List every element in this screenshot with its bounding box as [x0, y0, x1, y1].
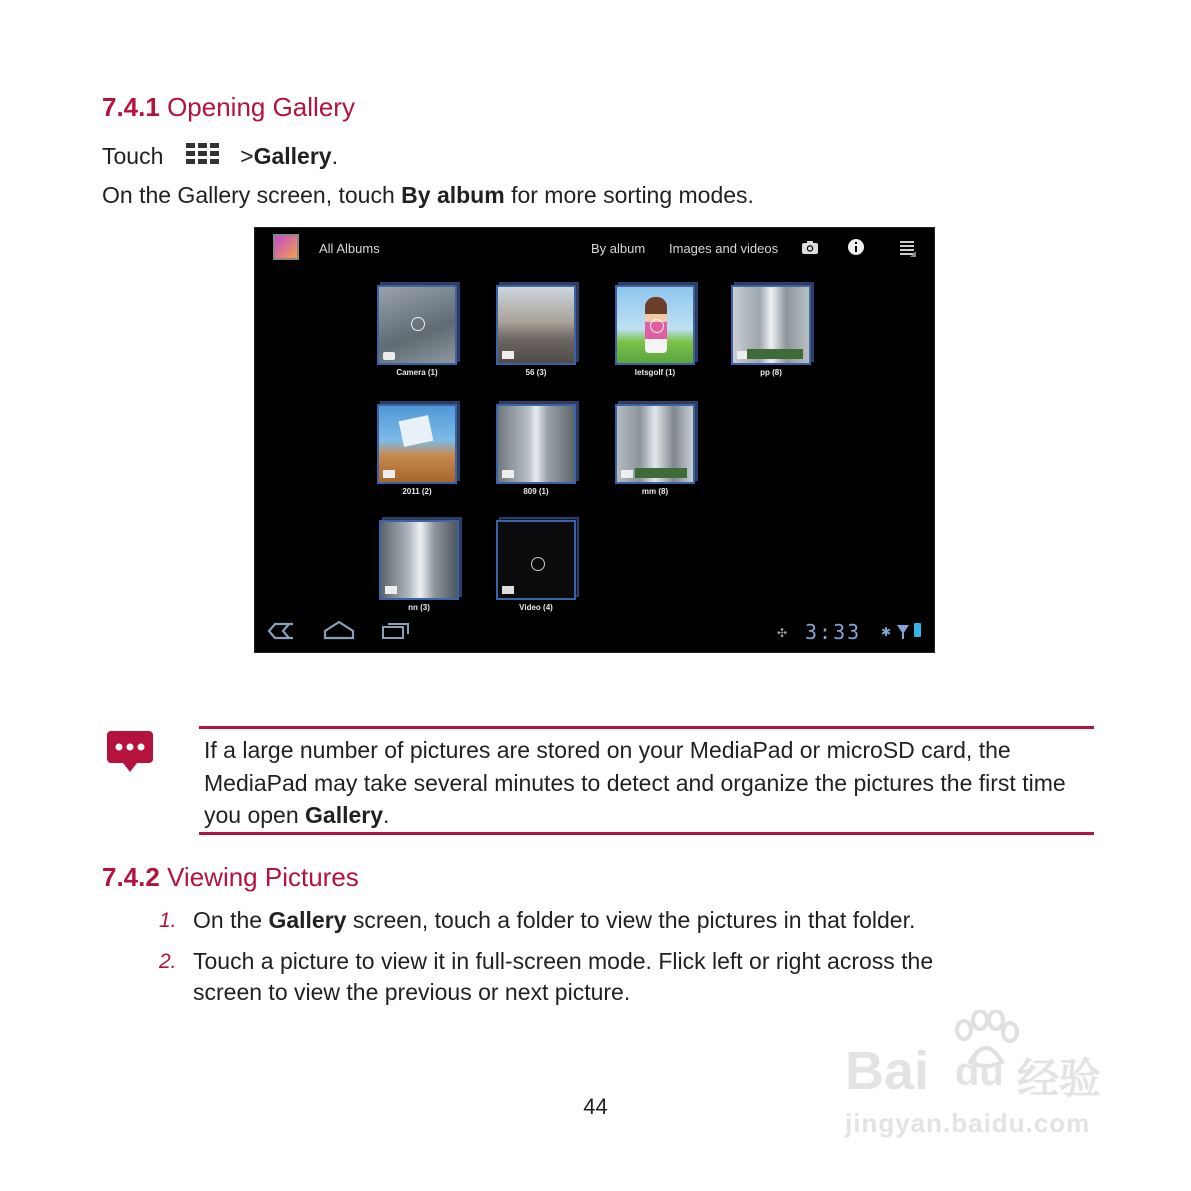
folder-icon	[502, 351, 514, 359]
gallery-app-icon	[273, 234, 299, 260]
album-thumbnail	[377, 404, 457, 484]
note-icon	[107, 731, 153, 778]
plants	[635, 468, 687, 478]
album-thumbnail	[731, 285, 811, 365]
step-2-line-2: screen to view the previous or next picture.	[193, 979, 631, 1005]
back-icon[interactable]	[267, 622, 295, 645]
plants	[747, 349, 803, 359]
instruction-separator: >	[240, 143, 254, 169]
album-thumbnail	[615, 285, 695, 365]
home-icon[interactable]	[323, 620, 355, 645]
instruction-2-bold: By album	[401, 182, 505, 208]
album-thumbnail	[377, 285, 457, 365]
album-caption: mm (8)	[641, 487, 669, 496]
section-heading-7-4-1	[102, 92, 355, 123]
watermark-brand: Bai	[845, 1041, 930, 1101]
album-thumbnail	[496, 285, 576, 365]
camera-badge-icon	[383, 352, 395, 360]
play-icon	[411, 317, 425, 331]
step-1-bold: Gallery	[268, 907, 347, 933]
album-thumbnail	[379, 520, 459, 600]
instruction-line-2	[102, 180, 754, 210]
page-number: 44	[583, 1094, 608, 1119]
album-caption: pp (8)	[760, 368, 782, 377]
gallery-action-bar	[255, 228, 934, 270]
play-icon	[650, 319, 664, 333]
step-1-suffix: screen, touch a folder to view the pictures in that folder.	[352, 907, 916, 933]
folder-icon	[502, 586, 514, 594]
album-video[interactable]	[496, 520, 576, 612]
album-thumbnail	[496, 520, 576, 600]
by-album-button[interactable]: By album	[591, 241, 646, 256]
album-thumbnail	[615, 404, 695, 484]
clock: 3:33	[805, 620, 862, 644]
instruction-period: .	[331, 143, 338, 169]
section-title: Opening Gallery	[167, 92, 355, 122]
album-56[interactable]	[496, 285, 576, 377]
bluetooth-icon: ✱	[881, 625, 892, 639]
watermark-brand-cn: 经验	[1017, 1054, 1102, 1103]
section-number: 7.4.2	[102, 862, 160, 892]
all-albums-title: All Albums	[319, 241, 380, 256]
album-2011[interactable]	[377, 404, 457, 496]
album-caption: letsgolf (1)	[634, 368, 676, 377]
step-2-line-1: Touch a picture to view it in full-screen mode. Flick left or right across the	[193, 948, 934, 974]
album-caption: 56 (3)	[525, 368, 547, 377]
system-bar	[255, 616, 934, 652]
battery-icon	[914, 623, 921, 637]
instruction-2-prefix: On the Gallery screen, touch	[102, 182, 395, 208]
note-bottom-rule	[199, 832, 1094, 835]
album-caption: nn (3)	[408, 603, 430, 612]
folder-icon	[383, 470, 395, 478]
baidu-watermark	[845, 1010, 1125, 1150]
album-809[interactable]	[496, 404, 576, 496]
album-nn[interactable]	[379, 520, 459, 612]
folder-icon	[502, 470, 514, 478]
play-icon	[531, 557, 545, 571]
recent-apps-icon[interactable]	[381, 620, 411, 645]
app-grid-icon	[186, 142, 220, 164]
note-text-end: .	[383, 802, 390, 828]
section-number: 7.4.1	[102, 92, 160, 122]
signal-icon	[897, 625, 909, 644]
step-2-number: 2.	[159, 950, 177, 973]
instruction-line-1	[102, 141, 338, 171]
camera-icon[interactable]	[802, 241, 818, 259]
album-caption: Camera (1)	[396, 368, 438, 377]
step-1-prefix: On the	[193, 907, 263, 933]
watermark-brand-2: du	[955, 1050, 1004, 1094]
album-camera[interactable]	[377, 285, 457, 377]
images-and-videos-button[interactable]: Images and videos	[669, 241, 779, 256]
info-icon[interactable]	[848, 239, 864, 260]
note-text-main: If a large number of pictures are stored on your MediaPad or microSD card, the MediaPad may take several minutes to detect and organize the pictures the first time you open	[204, 737, 1066, 828]
album-thumbnail	[496, 404, 576, 484]
album-caption: 809 (1)	[523, 487, 549, 496]
folder-icon	[621, 470, 633, 478]
folder-icon	[385, 586, 397, 594]
instruction-2-suffix: for more sorting modes.	[511, 182, 754, 208]
instruction-gallery: Gallery	[253, 143, 332, 169]
note-text-bold: Gallery	[305, 802, 384, 828]
step-1-number: 1.	[159, 909, 177, 932]
note-top-rule	[199, 726, 1094, 729]
step-1-text	[193, 905, 915, 936]
watermark-url: jingyan.baidu.com	[845, 1108, 1091, 1138]
section-heading-7-4-2	[102, 862, 359, 893]
album-caption: 2011 (2)	[402, 487, 432, 496]
section-title: Viewing Pictures	[167, 862, 359, 892]
album-caption: Video (4)	[519, 603, 553, 612]
note-text	[204, 734, 1089, 832]
gallery-screenshot	[254, 227, 935, 653]
cards	[399, 415, 434, 447]
instruction-touch: Touch	[102, 143, 164, 169]
album-mm[interactable]	[615, 404, 695, 496]
album-letsgolf[interactable]	[615, 285, 695, 377]
usb-icon: ✣	[777, 626, 788, 640]
menu-icon[interactable]	[900, 241, 916, 262]
step-2-text	[193, 946, 933, 1008]
album-pp[interactable]	[731, 285, 811, 377]
